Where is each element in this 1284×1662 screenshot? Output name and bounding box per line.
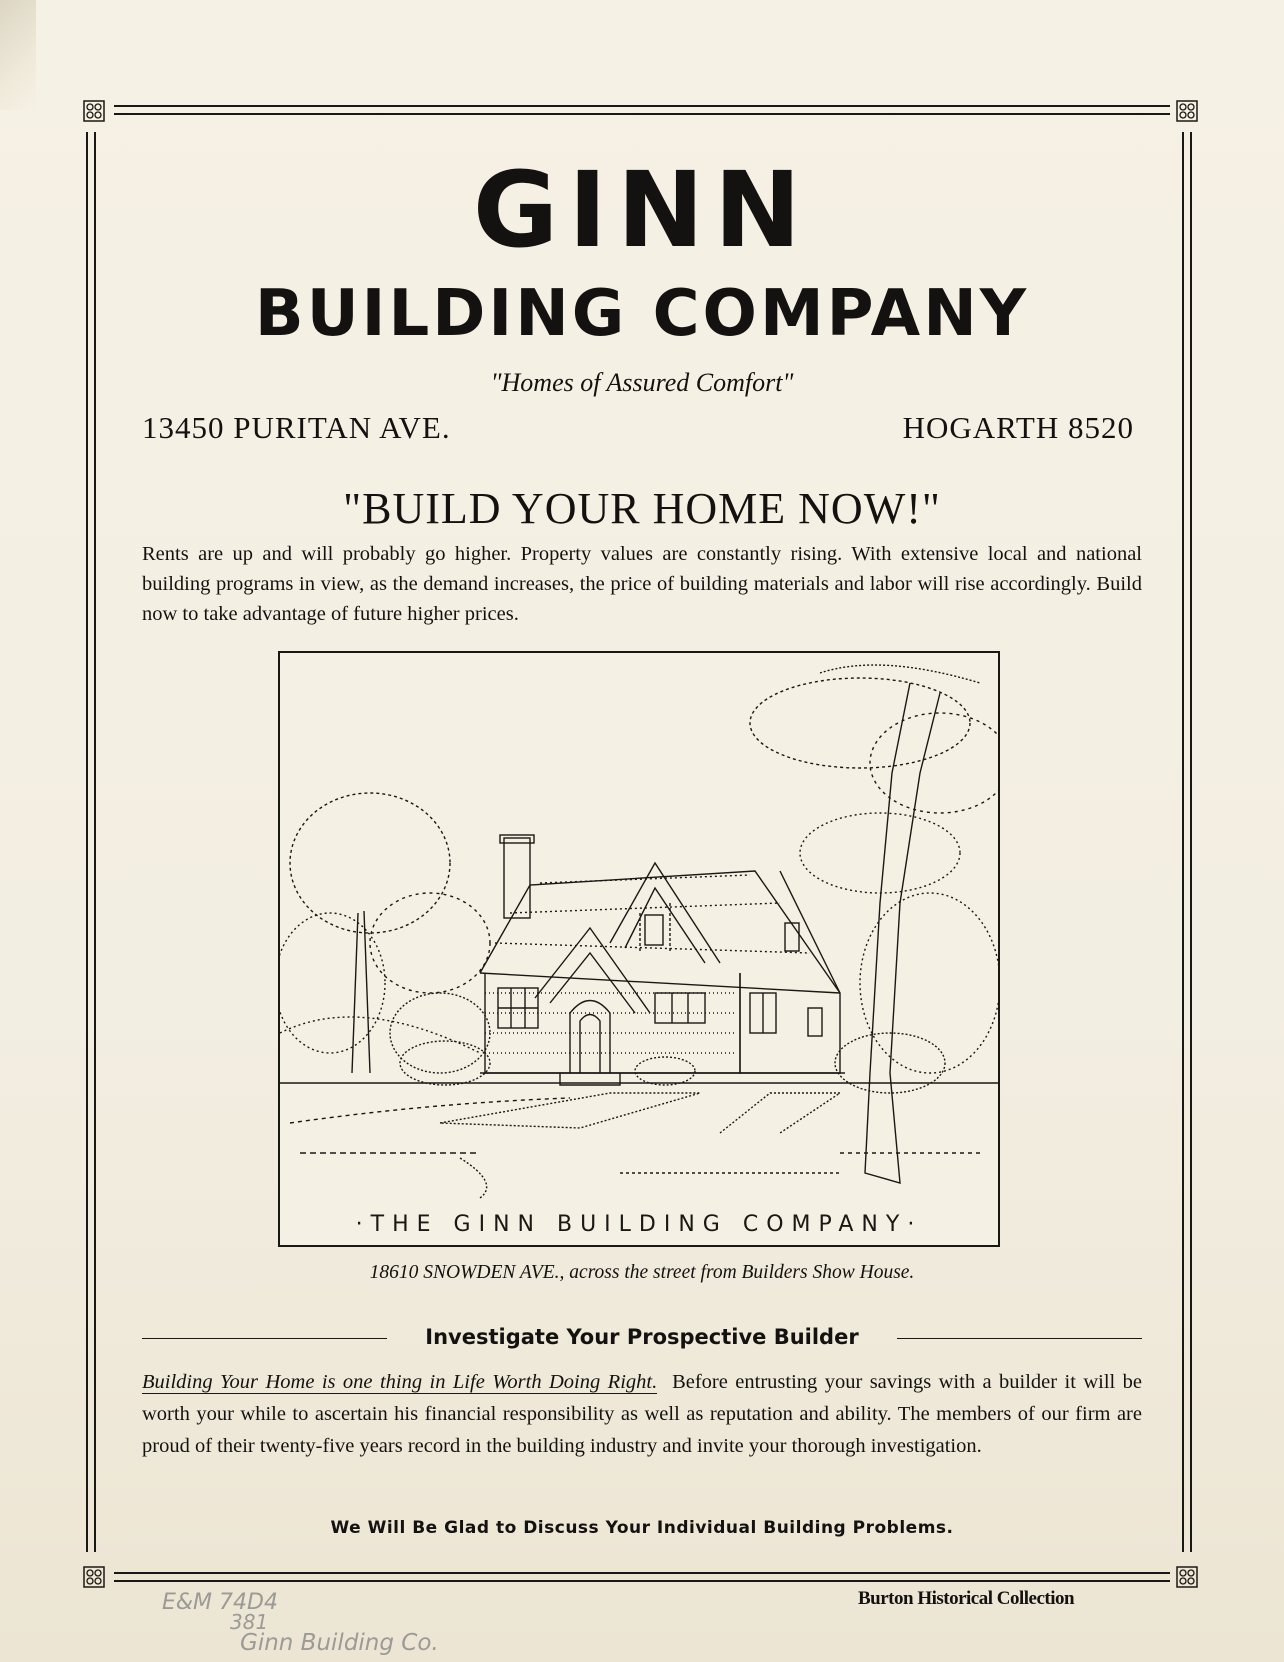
phone-number: HOGARTH 8520 — [902, 410, 1134, 445]
closing-line: We Will Be Glad to Discuss Your Individual Building Problems. — [330, 1518, 954, 1538]
illustration-location: 18610 SNOWDEN AVE., across the street from Builders Show House. — [369, 1262, 915, 1283]
house-illustration — [278, 651, 1000, 1247]
illustration-caption: ·THE GINN BUILDING COMPANY· — [355, 1212, 923, 1237]
paper-worn-corner — [0, 0, 36, 110]
handwritten-catalog-number: E&M 74D4 — [162, 1590, 278, 1615]
slogan-heading: "BUILD YOUR HOME NOW!" — [343, 484, 941, 533]
intro-paragraph: Rents are up and will probably go higher. Property values are constantly rising. With extensive local and national building programs in view, as the demand increases, the price of building materials and labor will rise accordingly. Build now to take advantage of future higher prices. — [142, 543, 1142, 625]
frame-top-rule — [114, 105, 1170, 115]
investigate-lead: Building Your Home is one thing in Life Worth Doing Right. — [142, 1371, 658, 1393]
collection-credit: Burton Historical Collection — [858, 1588, 1075, 1609]
investigate-body: Before entrusting your savings with a builder it will be worth your while to ascertain his financial responsibility as well as reputation and ability. The members of our firm are proud of their twenty-five years record in the building industry and invite your thorough investigation. — [142, 1371, 1142, 1457]
handwritten-item-number: 381 — [230, 1610, 269, 1634]
company-subtitle: BUILDING COMPANY — [254, 277, 1030, 351]
frame-bottom-rule — [114, 1572, 1170, 1582]
heading-rule-right — [897, 1338, 1142, 1339]
house-drawing-icon — [280, 653, 998, 1245]
handwritten-notes — [160, 1588, 520, 1662]
corner-ornament-icon — [1176, 100, 1198, 122]
handwritten-title: Ginn Building Co. — [240, 1630, 439, 1656]
corner-ornament-icon — [83, 100, 105, 122]
street-address: 13450 PURITAN AVE. — [142, 410, 451, 445]
investigate-section-header — [142, 1323, 1142, 1353]
investigate-paragraph — [142, 1366, 1142, 1462]
investigate-heading: Investigate Your Prospective Builder — [425, 1325, 859, 1349]
tagline: "Homes of Assured Comfort" — [490, 368, 794, 397]
corner-ornament-icon — [83, 1566, 105, 1588]
corner-ornament-icon — [1176, 1566, 1198, 1588]
company-name: GINN — [472, 149, 812, 271]
